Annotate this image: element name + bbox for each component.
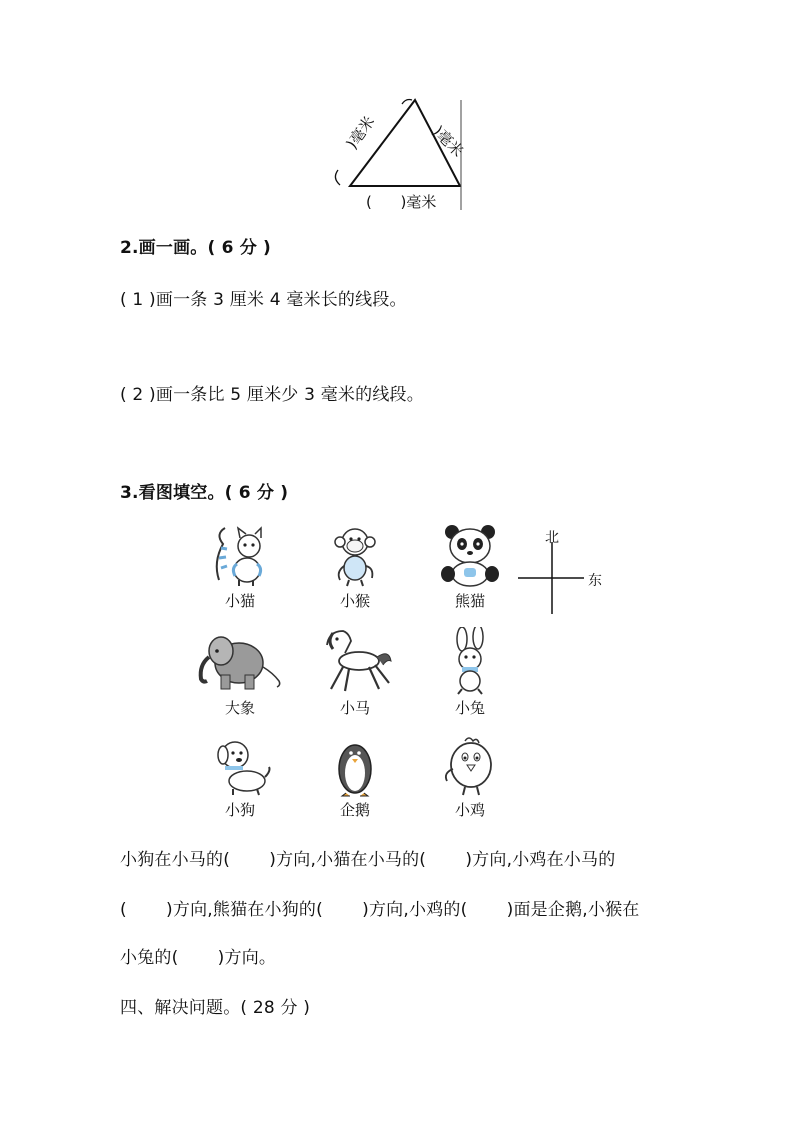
triangle-bottom-label: ( )毫米: [366, 193, 437, 211]
monkey-icon: [325, 522, 385, 588]
dog-icon: [205, 735, 275, 797]
compass-north-label: 北: [545, 530, 559, 546]
left-bracket-mark: [335, 170, 340, 185]
rabbit-icon: [440, 627, 500, 695]
fill-blank-line-3: 小兔的( )方向。: [120, 948, 277, 968]
cat-icon: [205, 522, 275, 588]
top-bracket-mark: [402, 100, 412, 105]
section4-title: 四、解决问题。( 28 分 ): [120, 998, 311, 1018]
penguin-icon: [330, 735, 380, 797]
section3-title: 3.看图填空。( 6 分 ): [120, 483, 289, 503]
triangle-right-label: )毫米: [429, 122, 467, 161]
fill-blank-line-2: ( )方向,熊猫在小狗的( )方向,小鸡的( )面是企鹅,小猴在: [120, 900, 640, 920]
compass-east-label: 东: [588, 573, 602, 589]
animal-label: 小猴: [339, 592, 370, 610]
triangle-left-label: )毫米: [342, 112, 379, 153]
animal-monkey: [305, 522, 405, 611]
animal-label: 企鹅: [339, 801, 370, 819]
animal-penguin: [305, 735, 405, 820]
animal-horse: [305, 627, 405, 718]
animal-label: 小兔: [454, 699, 485, 717]
chick-icon: [439, 735, 501, 797]
animal-label: 熊猫: [454, 592, 485, 610]
animal-label: 大象: [224, 699, 255, 717]
section2-title: 2.画一画。( 6 分 ): [120, 238, 272, 258]
triangle-figure: [320, 92, 470, 217]
animal-dog: [190, 735, 290, 820]
section2-question-2: ( 2 )画一条比 5 厘米少 3 毫米的线段。: [120, 385, 424, 405]
animal-elephant: [190, 627, 290, 718]
animal-label: 小鸡: [454, 801, 485, 819]
animal-panda: [420, 522, 520, 611]
elephant-icon: [195, 627, 285, 695]
horse-icon: [315, 627, 395, 695]
animal-label: 小马: [339, 699, 370, 717]
panda-icon: [434, 522, 506, 588]
animal-rabbit: [420, 627, 520, 718]
section2-question-1: ( 1 )画一条 3 厘米 4 毫米长的线段。: [120, 290, 407, 310]
fill-blank-line-1: 小狗在小马的( )方向,小猫在小马的( )方向,小鸡在小马的: [120, 850, 616, 870]
animal-label: 小猫: [224, 592, 255, 610]
animal-chick: [420, 735, 520, 820]
animal-cat: [190, 522, 290, 611]
animal-label: 小狗: [224, 801, 255, 819]
